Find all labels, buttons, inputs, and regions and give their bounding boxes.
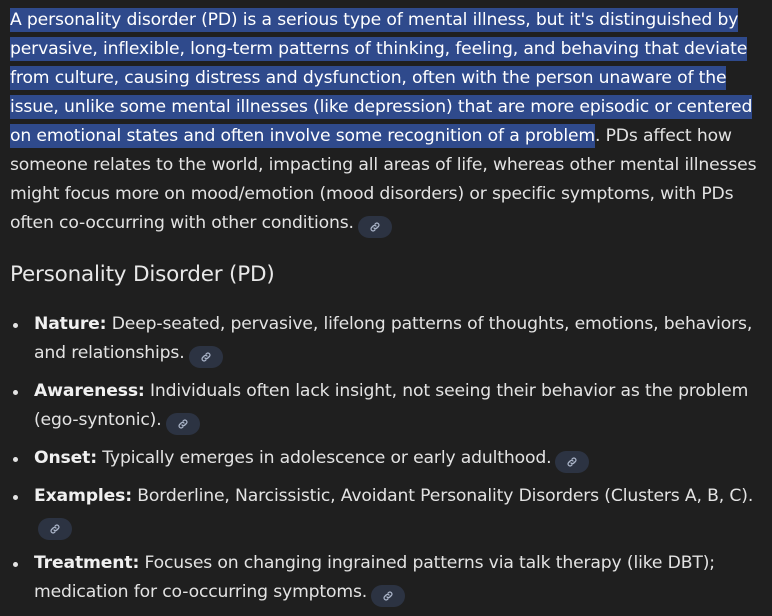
list-item — [10, 444, 762, 473]
bullet-icon — [13, 390, 18, 395]
bullet-icon — [13, 457, 18, 462]
list-item — [10, 310, 762, 368]
link-icon — [177, 418, 189, 430]
item-text: Typically emerges in adolescence or early adulthood. — [96, 448, 552, 468]
item-label: Examples: — [34, 486, 132, 506]
source-link-button[interactable] — [189, 346, 223, 368]
link-icon — [369, 221, 381, 233]
list-item — [10, 482, 762, 540]
item-text: Deep-seated, pervasive, lifelong patterns of thoughts, emotions, behaviors, and relationships. — [34, 314, 753, 363]
source-link-button[interactable] — [166, 413, 200, 435]
source-link-button[interactable] — [371, 585, 405, 607]
item-text: Focuses on changing ingrained patterns via talk therapy (like DBT); medication for co-occurring symptoms. — [34, 553, 715, 602]
item-text: Individuals often lack insight, not seeing their behavior as the problem (ego-syntonic). — [34, 381, 749, 430]
feature-list — [10, 310, 762, 616]
link-icon — [566, 456, 578, 468]
source-link-button[interactable] — [555, 451, 589, 473]
item-text: Borderline, Narcissistic, Avoidant Personality Disorders (Clusters A, B, C). — [131, 486, 754, 506]
bullet-icon — [13, 562, 18, 567]
bullet-icon — [13, 323, 18, 328]
item-label: Treatment: — [34, 553, 140, 573]
item-label: Nature: — [34, 314, 107, 334]
source-link-button[interactable] — [38, 518, 72, 540]
section-heading: Personality Disorder (PD) — [10, 262, 275, 287]
item-label: Onset: — [34, 448, 97, 468]
link-icon — [200, 351, 212, 363]
response-content — [10, 6, 762, 602]
bullet-icon — [13, 495, 18, 500]
intro-paragraph — [10, 6, 762, 238]
list-item — [10, 377, 762, 435]
list-item — [10, 549, 762, 607]
link-icon — [49, 523, 61, 535]
selected-text[interactable]: A personality disorder (PD) is a serious type of mental illness, but it's distinguished by pervasive, inflexible, long-term patterns of thinking, feeling, and behaving that deviate from culture, causing distress and dysfunction, often with the person unaware of the issue, unlike some mental illnesses (like depression) that are more episodic or centered on emotional states and often involve some recognition of a problem — [10, 10, 753, 146]
intro-rest-text: . PDs affect how someone relates to the world, impacting all areas of life, whereas other mental illnesses might focus more on mood/emotion (mood disorders) or specific symptoms, with PDs often co-occurring with other conditions. — [10, 126, 757, 233]
item-label: Awareness: — [34, 381, 145, 401]
link-icon — [382, 590, 394, 602]
source-link-button[interactable] — [358, 216, 392, 238]
